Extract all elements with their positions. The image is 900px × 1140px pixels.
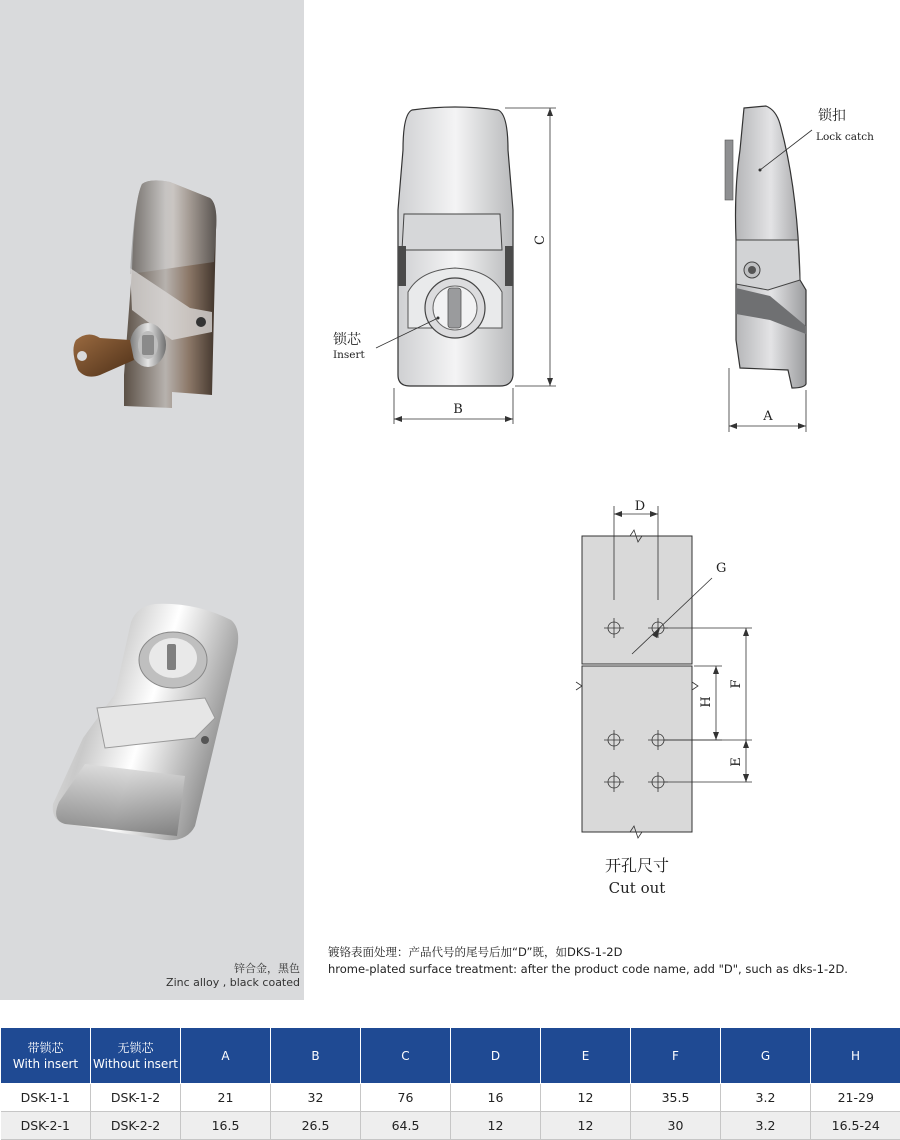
technical-drawings (305, 0, 900, 1000)
table-cell: 12 (541, 1084, 631, 1112)
dimension-b (394, 388, 513, 424)
header-d: D (451, 1028, 541, 1084)
table-cell: 35.5 (631, 1084, 721, 1112)
table-cell: DSK-2-1 (1, 1112, 91, 1140)
front-view (398, 107, 513, 386)
table-cell: DSK-1-1 (1, 1084, 91, 1112)
spec-table-header-row (1, 1028, 900, 1084)
table-cell: DSK-2-2 (91, 1112, 181, 1140)
table-cell: 26.5 (271, 1112, 361, 1140)
note-cn: 镀铬表面处理：产品代号的尾号后加“D”既，如DKS-1-2D (328, 944, 848, 961)
label-g: G (716, 561, 726, 576)
cut-out-label-en: Cut out (609, 879, 666, 897)
product-photo-panel (0, 0, 304, 1000)
label-c: C (533, 235, 548, 245)
header-f: F (631, 1028, 721, 1084)
table-cell: 76 (361, 1084, 451, 1112)
header-e: E (541, 1028, 631, 1084)
table-cell: 12 (451, 1112, 541, 1140)
table-cell: 3.2 (721, 1084, 811, 1112)
table-cell: 21 (181, 1084, 271, 1112)
chrome-latch-photo (45, 598, 255, 848)
black-latch-photo (60, 170, 230, 420)
table-row (1, 1084, 900, 1112)
material-caption-cn: 锌合金，黑色 (120, 962, 300, 976)
table-cell: 16 (451, 1084, 541, 1112)
header-c: C (361, 1028, 451, 1084)
cut-out-label-cn: 开孔尺寸 (605, 856, 669, 875)
label-a: A (762, 409, 773, 424)
lock-catch-label-cn: 锁扣 (818, 107, 846, 124)
label-h: H (699, 696, 714, 707)
material-caption (120, 962, 300, 990)
note-en: hrome-plated surface treatment: after the product code name, add "D", such as dks-1-2D. (328, 961, 848, 978)
header-g: G (721, 1028, 811, 1084)
header-h: H (811, 1028, 900, 1084)
table-cell: 64.5 (361, 1112, 451, 1140)
header-without-insert: 无锁芯 Without insert (91, 1028, 181, 1084)
insert-label-cn: 锁芯 (333, 331, 362, 348)
spec-table (0, 1027, 900, 1140)
header-with-insert: 带锁芯 With insert (1, 1028, 91, 1084)
table-cell: DSK-1-2 (91, 1084, 181, 1112)
table-cell: 16.5-24 (811, 1112, 900, 1140)
material-caption-en: Zinc alloy , black coated (120, 976, 300, 990)
lock-catch-label-en: Lock catch (816, 131, 874, 143)
table-row (1, 1112, 900, 1140)
table-cell: 21-29 (811, 1084, 900, 1112)
cut-out-drawing (576, 499, 752, 897)
label-b: B (453, 402, 463, 417)
table-cell: 3.2 (721, 1112, 811, 1140)
label-e: E (729, 757, 744, 767)
header-b: B (271, 1028, 361, 1084)
table-cell: 12 (541, 1112, 631, 1140)
insert-label-en: Insert (333, 349, 366, 361)
table-cell: 30 (631, 1112, 721, 1140)
label-d: D (635, 499, 645, 514)
table-cell: 16.5 (181, 1112, 271, 1140)
label-f: F (729, 679, 744, 688)
surface-treatment-note (328, 944, 848, 978)
table-cell: 32 (271, 1084, 361, 1112)
header-a: A (181, 1028, 271, 1084)
side-view (725, 106, 806, 388)
